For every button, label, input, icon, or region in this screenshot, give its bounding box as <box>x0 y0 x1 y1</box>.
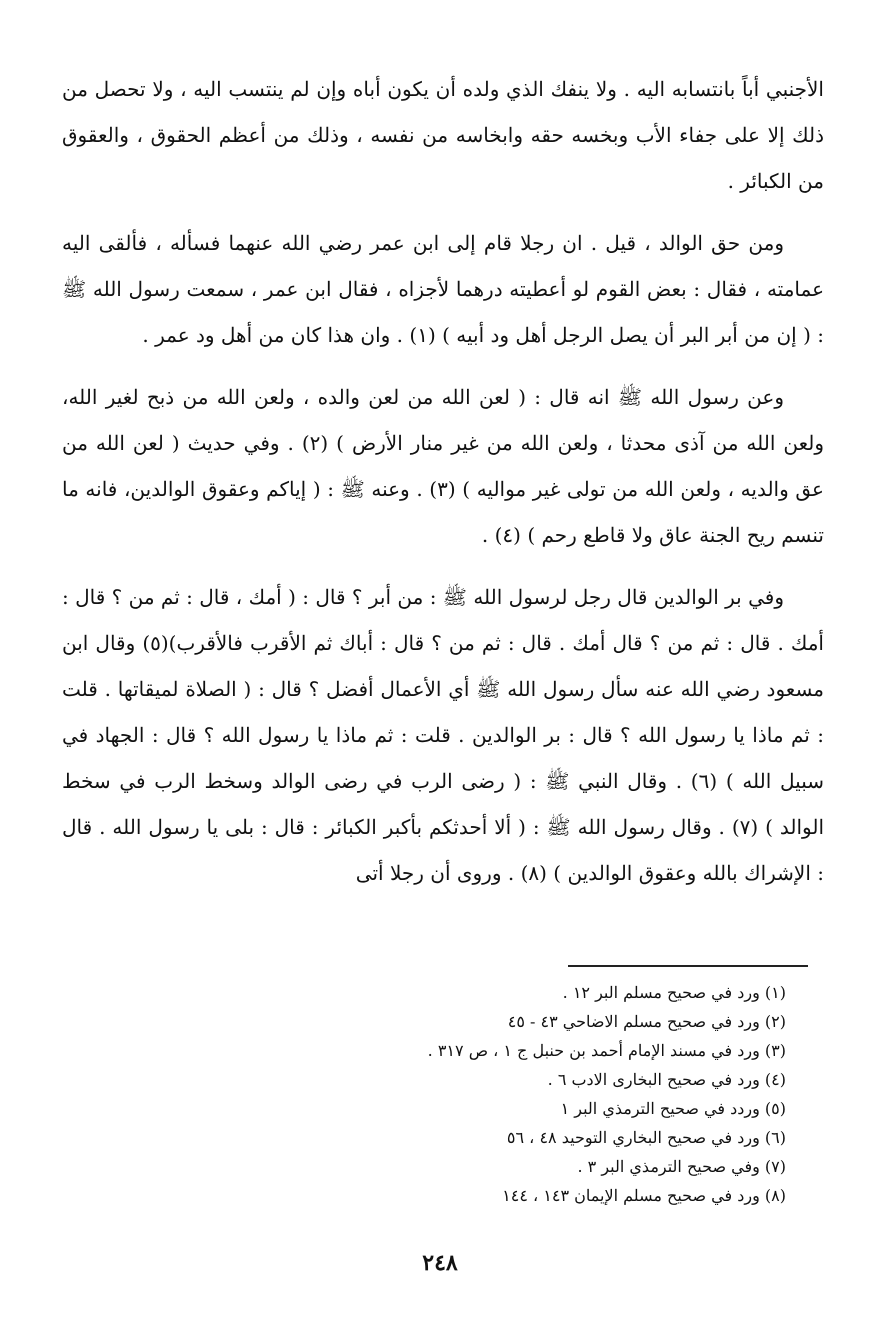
footnote-7: (٧) وفي صحيح الترمذي البر ٣ . <box>577 1157 786 1176</box>
footnote-5: (٥) وردد في صحيح الترمذي البر ١ <box>560 1099 786 1118</box>
footnote-divider <box>568 965 808 967</box>
footnote-1: (١) ورد في صحيح مسلم البر ١٢ . <box>562 983 786 1002</box>
paragraph-2: ومن حق الوالد ، قيل . ان رجلا قام إلى ابن عمر رضي الله عنهما فسأله ، فألقى اليه عمامته ، فقال : بعض القوم لو أعطيته درهما لأجزاه ، فقال ابن عمر ، سمعت رسول الله ﷺ : ( إن من أبر البر أن يصل الرجل أهل ود أبيه ) (١) . وان هذا كان من أهل ود عمر . <box>62 231 824 347</box>
main-text <box>62 66 824 912</box>
footnote-6: (٦) ورد في صحيح البخاري التوحيد ٤٨ ، ٥٦ <box>506 1128 786 1147</box>
paragraph-3: وعن رسول الله ﷺ انه قال : ( لعن الله من لعن والده ، ولعن الله من ذبح لغير الله، ولعن الله من آذى محدثا ، ولعن الله من غير منار الأرض ) (٢) . وفي حديث ( لعن الله من عق والديه ، ولعن الله من تولى غير مواليه ) (٣) . وعنه ﷺ : ( إياكم وعقوق الوالدين، فانه ما تنسم ريح الجنة عاق ولا قاطع رحم ) (٤) . <box>62 385 824 547</box>
footnote-4: (٤) ورد في صحيح البخارى الادب ٦ . <box>547 1070 786 1089</box>
paragraph-4: وفي بر الوالدين قال رجل لرسول الله ﷺ : من أبر ؟ قال : ( أمك ، قال : ثم من ؟ قال : أمك . قال : ثم من ؟ قال أمك . قال : ثم من ؟ قال : أباك ثم الأقرب فالأقرب)(٥) وقال ابن مسعود رضي الله عنه سأل رسول الله ﷺ أي الأعمال أفضل ؟ قال : ( الصلاة لميقاتها . قلت : ثم ماذا يا رسول الله ؟ قال : بر الوالدين . قلت : ثم ماذا يا رسول الله ؟ قال : الجهاد في سبيل الله ) (٦) . وقال النبي ﷺ : ( رضى الرب في رضى الوالد وسخط الرب في سخط الوالد ) (٧) . وقال رسول الله ﷺ : ( ألا أحدثكم بأكبر الكبائر : قال : بلى يا رسول الله . قال : الإشراك بالله وعقوق الوالدين ) (٨) . وروى أن رجلا أتى <box>62 585 825 885</box>
paragraph-1: الأجنبي أباً بانتسابه اليه . ولا ينفك الذي ولده أن يكون أباه وإن لم ينتسب اليه ، ولا تحصل من ذلك إلا على جفاء الأب وبخسه حقه وابخاسه من نفسه ، وذلك من أعظم الحقوق ، والعقوق من الكبائر . <box>62 77 824 193</box>
footnote-2: (٢) ورد في صحيح مسلم الاضاحي ٤٣ - ٤٥ <box>507 1012 786 1031</box>
footnotes-list <box>300 978 786 1210</box>
footnote-8: (٨) ورد في صحيح مسلم الإيمان ١٤٣ ، ١٤٤ <box>502 1186 786 1205</box>
page-number: ٢٤٨ <box>422 1250 458 1276</box>
footnote-3: (٣) ورد في مسند الإمام أحمد بن حنبل ج ١ ، ص ٣١٧ . <box>427 1041 786 1060</box>
